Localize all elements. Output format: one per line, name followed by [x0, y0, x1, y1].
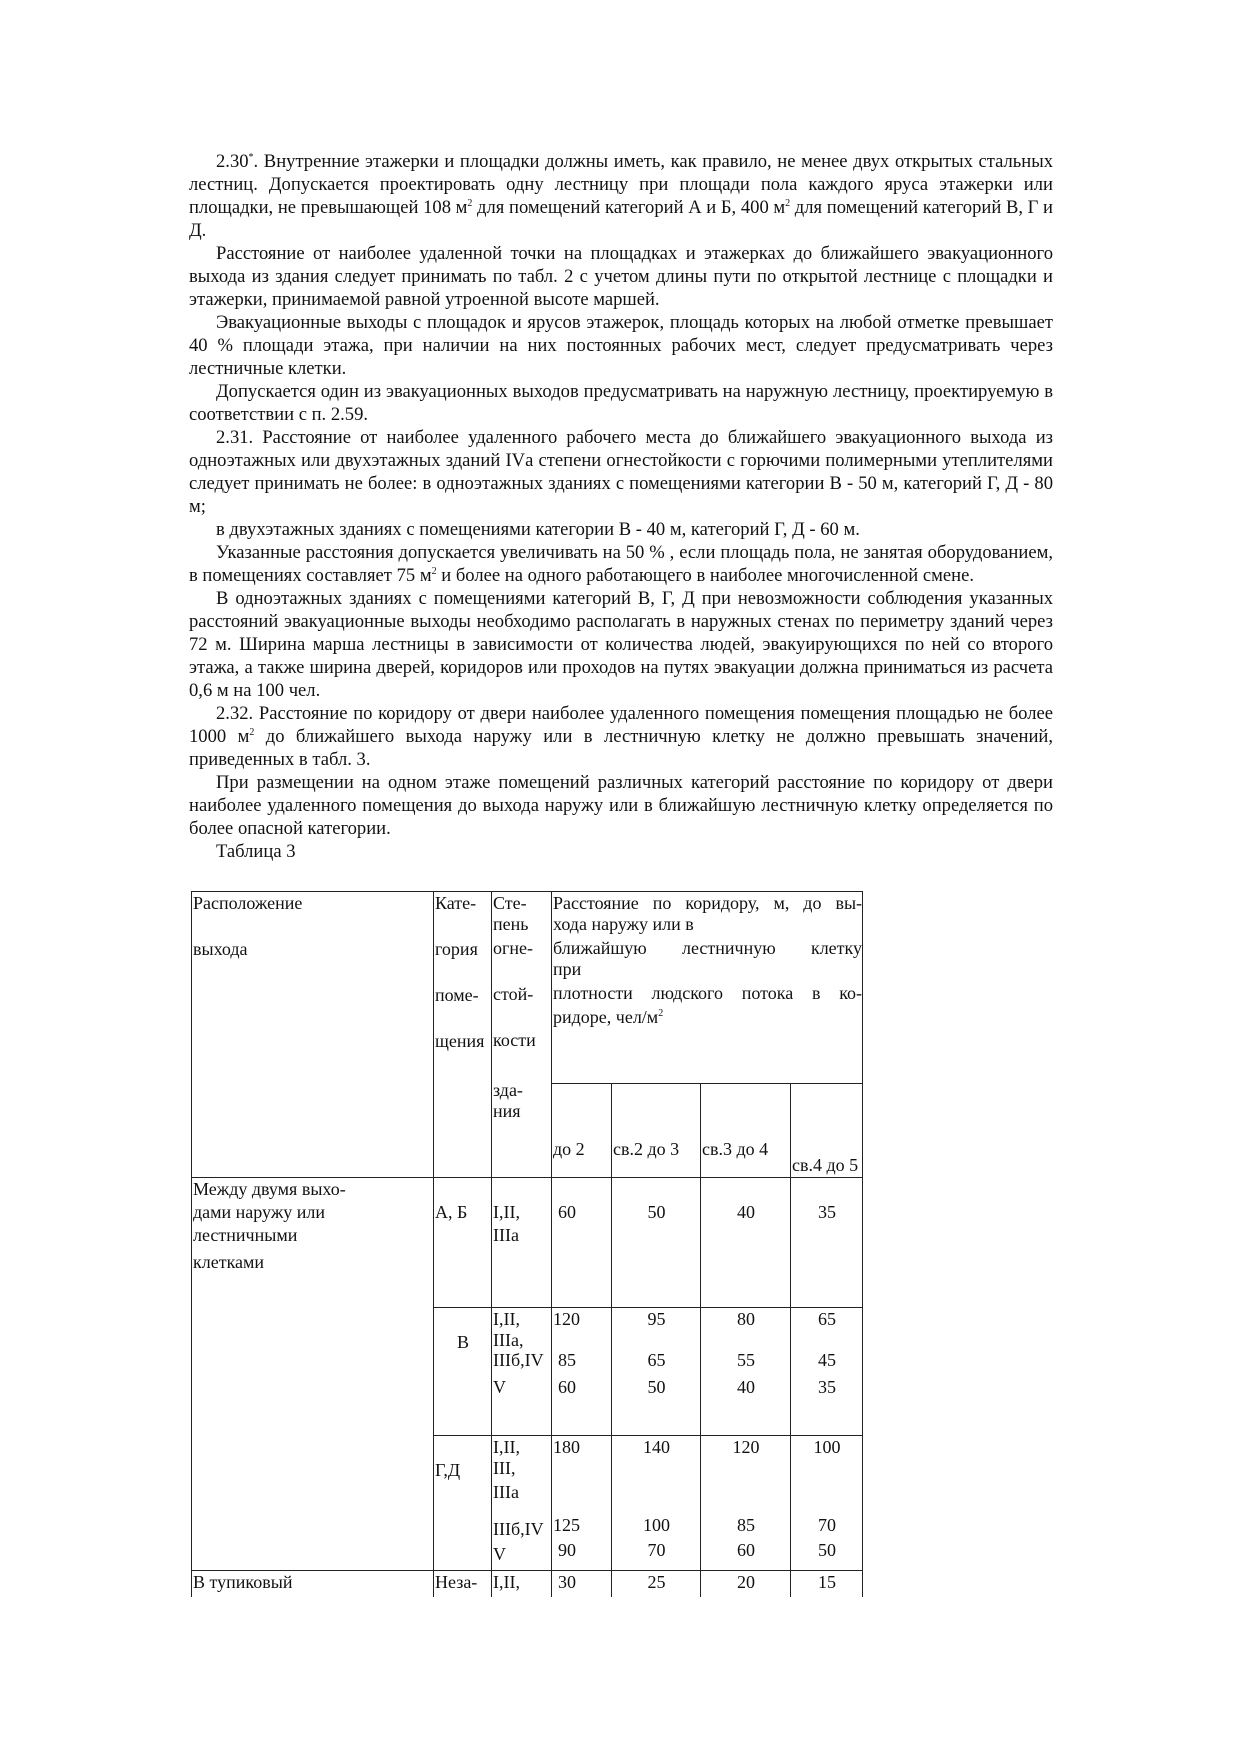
- degree-cell: I,II,: [492, 1571, 552, 1611]
- cell-text: 50: [647, 1377, 666, 1397]
- value-cell: 50: [612, 1178, 701, 1308]
- cell-text: 70: [818, 1515, 837, 1535]
- paragraph: Эвакуационные выходы с площадок и ярусов этажерок, площадь которых на любой отметке превышает 40 % площади этажа, при наличии на них постоянных рабочих мест, следует предусматривать через лестничные клетки.: [189, 312, 1053, 379]
- cell-text: IIIб,IV: [493, 1519, 544, 1539]
- cell-text: дами наружу или: [193, 1202, 326, 1222]
- cell-text: I,II,: [493, 1309, 520, 1329]
- header-text: Кате-: [435, 893, 477, 913]
- cell-text: 65: [647, 1350, 666, 1370]
- paragraph: При размещении на одном этаже помещений различных категорий расстояние по коридору от двери наиболее удаленного помещения до выхода наружу или в ближайшую лестничную клетку определяется по более опасной категории.: [189, 772, 1053, 839]
- value-cell: [791, 1308, 863, 1436]
- degree-cell: [492, 1436, 552, 1571]
- cell-text: 95: [647, 1309, 666, 1329]
- cell-text: V: [493, 1544, 506, 1564]
- cell-text: 65: [818, 1309, 837, 1329]
- density-col-2: св.2 до 3: [612, 1084, 701, 1178]
- category-cell: Неза-: [434, 1571, 492, 1611]
- header-text: ближайшую лестничную клетку: [553, 938, 863, 958]
- value-cell: 20: [701, 1571, 791, 1611]
- value-cell: 25: [612, 1571, 701, 1611]
- value-cell: [701, 1436, 791, 1571]
- header-distance: [552, 892, 863, 1084]
- category-cell: А, Б: [434, 1178, 492, 1308]
- paragraph-2-30: [189, 150, 1053, 242]
- header-text: зда-: [493, 1080, 523, 1100]
- header-text: хода наружу или в: [553, 914, 694, 934]
- cell-text: 85: [737, 1515, 755, 1535]
- table-caption: Таблица 3: [216, 841, 296, 862]
- document-body: [189, 150, 1053, 863]
- value-cell: [552, 1436, 612, 1571]
- header-text: стой-: [493, 984, 534, 1004]
- table-3: [191, 891, 863, 1611]
- location-between-exits: [192, 1178, 434, 1571]
- value-cell: 15: [791, 1571, 863, 1611]
- cell-text: IIIа,: [493, 1330, 524, 1350]
- clause-number: 2.30: [216, 151, 249, 172]
- paragraph-text: для помещений категорий А и Б, 400 м: [472, 197, 786, 218]
- degree-cell: [492, 1308, 552, 1436]
- paragraph-text: . Внутренние этажерки и площадки должны иметь, как правило, не менее двух открытых стальных лестниц. Допускается проектировать одну лестницу при площади пола каждого яруса этажерки или площадки, не превышающей 108 м: [189, 151, 1053, 218]
- value-cell: [791, 1436, 863, 1571]
- cell-text: клетками: [193, 1252, 265, 1272]
- superscript: 2: [467, 197, 473, 209]
- cell-text: 60: [737, 1540, 755, 1560]
- paragraph-2-32: [189, 702, 1053, 771]
- cell-text: 80: [737, 1309, 755, 1329]
- paragraph-text: Указанные расстояния допускается увеличивать на 50 % , если площадь пола, не занятая оборудованием, в помещениях составляет 75 м: [189, 542, 1053, 586]
- header-text: выхода: [193, 939, 248, 959]
- value-cell: 35: [791, 1178, 863, 1308]
- cell-text: 140: [643, 1437, 670, 1457]
- paragraph: Расстояние от наиболее удаленной точки на площадках и этажерках до ближайшего эвакуационного выхода из здания следует принимать по табл. 2 с учетом длины пути по открытой лестнице с площадки и этажерки, принимаемой равной утроенной высоте маршей.: [189, 243, 1053, 310]
- cell-text: 45: [818, 1350, 837, 1370]
- header-text: ридоре, чел/м: [553, 1007, 659, 1027]
- paragraph: Допускается один из эвакуационных выходов предусматривать на наружную лестницу, проектируемую в соответствии с п. 2.59.: [189, 381, 1053, 425]
- category-cell: Г,Д: [434, 1436, 492, 1571]
- cell-text: 55: [737, 1350, 755, 1370]
- header-text: поме-: [435, 985, 479, 1005]
- paragraph-text: и более на одного работающего в наиболее многочисленной смене.: [436, 565, 974, 586]
- density-col-4: св.4 до 5: [791, 1084, 863, 1178]
- header-text: [553, 1005, 862, 1026]
- cell-text: 120: [732, 1437, 760, 1457]
- paragraph-text: 2.32. Расстояние по коридору от двери наиболее удаленного помещения помещения площадью не более 1000 м: [189, 703, 1053, 747]
- density-col-3: св.3 до 4: [701, 1084, 791, 1178]
- cell-text: 100: [813, 1437, 841, 1457]
- header-text: при: [553, 959, 582, 979]
- header-category: [434, 892, 492, 1178]
- cell-text: 100: [643, 1515, 670, 1535]
- value-cell: [612, 1308, 701, 1436]
- header-text: гория: [435, 939, 478, 959]
- cell-text: III,: [493, 1458, 516, 1478]
- cell-text: 85: [558, 1350, 576, 1370]
- cell-text: 90: [558, 1540, 576, 1560]
- cell-text: 40: [737, 1377, 755, 1397]
- superscript: 2: [785, 197, 791, 209]
- cell-text: 125: [553, 1515, 580, 1535]
- asterisk-mark: *: [248, 151, 254, 163]
- cell-text: IIIб,IV: [493, 1350, 544, 1370]
- header-text: щения: [435, 1031, 485, 1051]
- cell-text: I,II,: [493, 1437, 520, 1457]
- header-text: Расстояние по коридору, м, до вы-: [553, 893, 863, 913]
- value-cell: [612, 1436, 701, 1571]
- density-col-1: до 2: [552, 1084, 612, 1178]
- value-cell: 40: [701, 1178, 791, 1308]
- cell-text: IIIа: [493, 1225, 519, 1245]
- cell-text: лестничными: [193, 1225, 298, 1245]
- paragraph: [189, 541, 1053, 587]
- cell-text: 50: [818, 1540, 837, 1560]
- paragraph-text: для помещений категорий В, Г и Д.: [189, 197, 1053, 241]
- paragraph-2-31: 2.31. Расстояние от наиболее удаленного рабочего места до ближайшего эвакуационного выхода из одноэтажных или двухэтажных зданий IVа степени огнестойкости с горючими полимерными утеплителями следует принимать не более: в одноэтажных зданиях с помещениями категории В - 50 м, категорий Г, Д - 80 м;: [189, 427, 1053, 517]
- category-cell: В: [434, 1308, 492, 1436]
- paragraph-text: до ближайшего выхода наружу или в лестничную клетку не должно превышать значений, приведенных в табл. 3.: [189, 726, 1053, 770]
- cell-text: I,II,: [493, 1202, 520, 1222]
- cell-text: V: [493, 1377, 506, 1397]
- header-text: огне-: [493, 938, 533, 958]
- cell-text: 60: [558, 1377, 576, 1397]
- page-bottom-blank: [0, 1597, 1240, 1755]
- header-text: Сте-: [493, 893, 527, 913]
- superscript: 2: [249, 726, 255, 738]
- cell-text: 180: [553, 1437, 580, 1457]
- value-cell: 30: [552, 1571, 612, 1611]
- location-dead-end: В тупиковый: [192, 1571, 434, 1611]
- header-location: [192, 892, 434, 1178]
- value-cell: [701, 1308, 791, 1436]
- value-cell: 60: [552, 1178, 612, 1308]
- cell-text: Между двумя выхо-: [193, 1179, 346, 1199]
- cell-text: 120: [553, 1309, 580, 1329]
- header-text: ния: [493, 1101, 521, 1121]
- value-cell: [552, 1308, 612, 1436]
- cell-text: 70: [647, 1540, 666, 1560]
- header-text: кости: [493, 1030, 536, 1050]
- header-text: пень: [493, 914, 529, 934]
- degree-cell: [492, 1178, 552, 1308]
- superscript: 2: [658, 1008, 664, 1019]
- superscript: 2: [431, 565, 437, 577]
- cell-text: 35: [818, 1377, 837, 1397]
- paragraph: в двухэтажных зданиях с помещениями категории В - 40 м, категорий Г, Д - 60 м.: [216, 519, 860, 540]
- header-text: Расположение: [193, 893, 303, 913]
- header-degree: [492, 892, 552, 1178]
- cell-text: IIIа: [493, 1482, 519, 1502]
- paragraph: В одноэтажных зданиях с помещениями категорий В, Г, Д при невозможности соблюдения указанных расстояний эвакуационные выходы необходимо располагать в наружных стенах по периметру зданий через 72 м. Ширина марша лестницы в зависимости от количества людей, эвакуирующихся по ней со второго этажа, а также ширина дверей, коридоров или проходов на путях эвакуации должна приниматься из расчета 0,6 м на 100 чел.: [189, 588, 1053, 701]
- header-text: плотности людского потока в ко-: [553, 983, 863, 1003]
